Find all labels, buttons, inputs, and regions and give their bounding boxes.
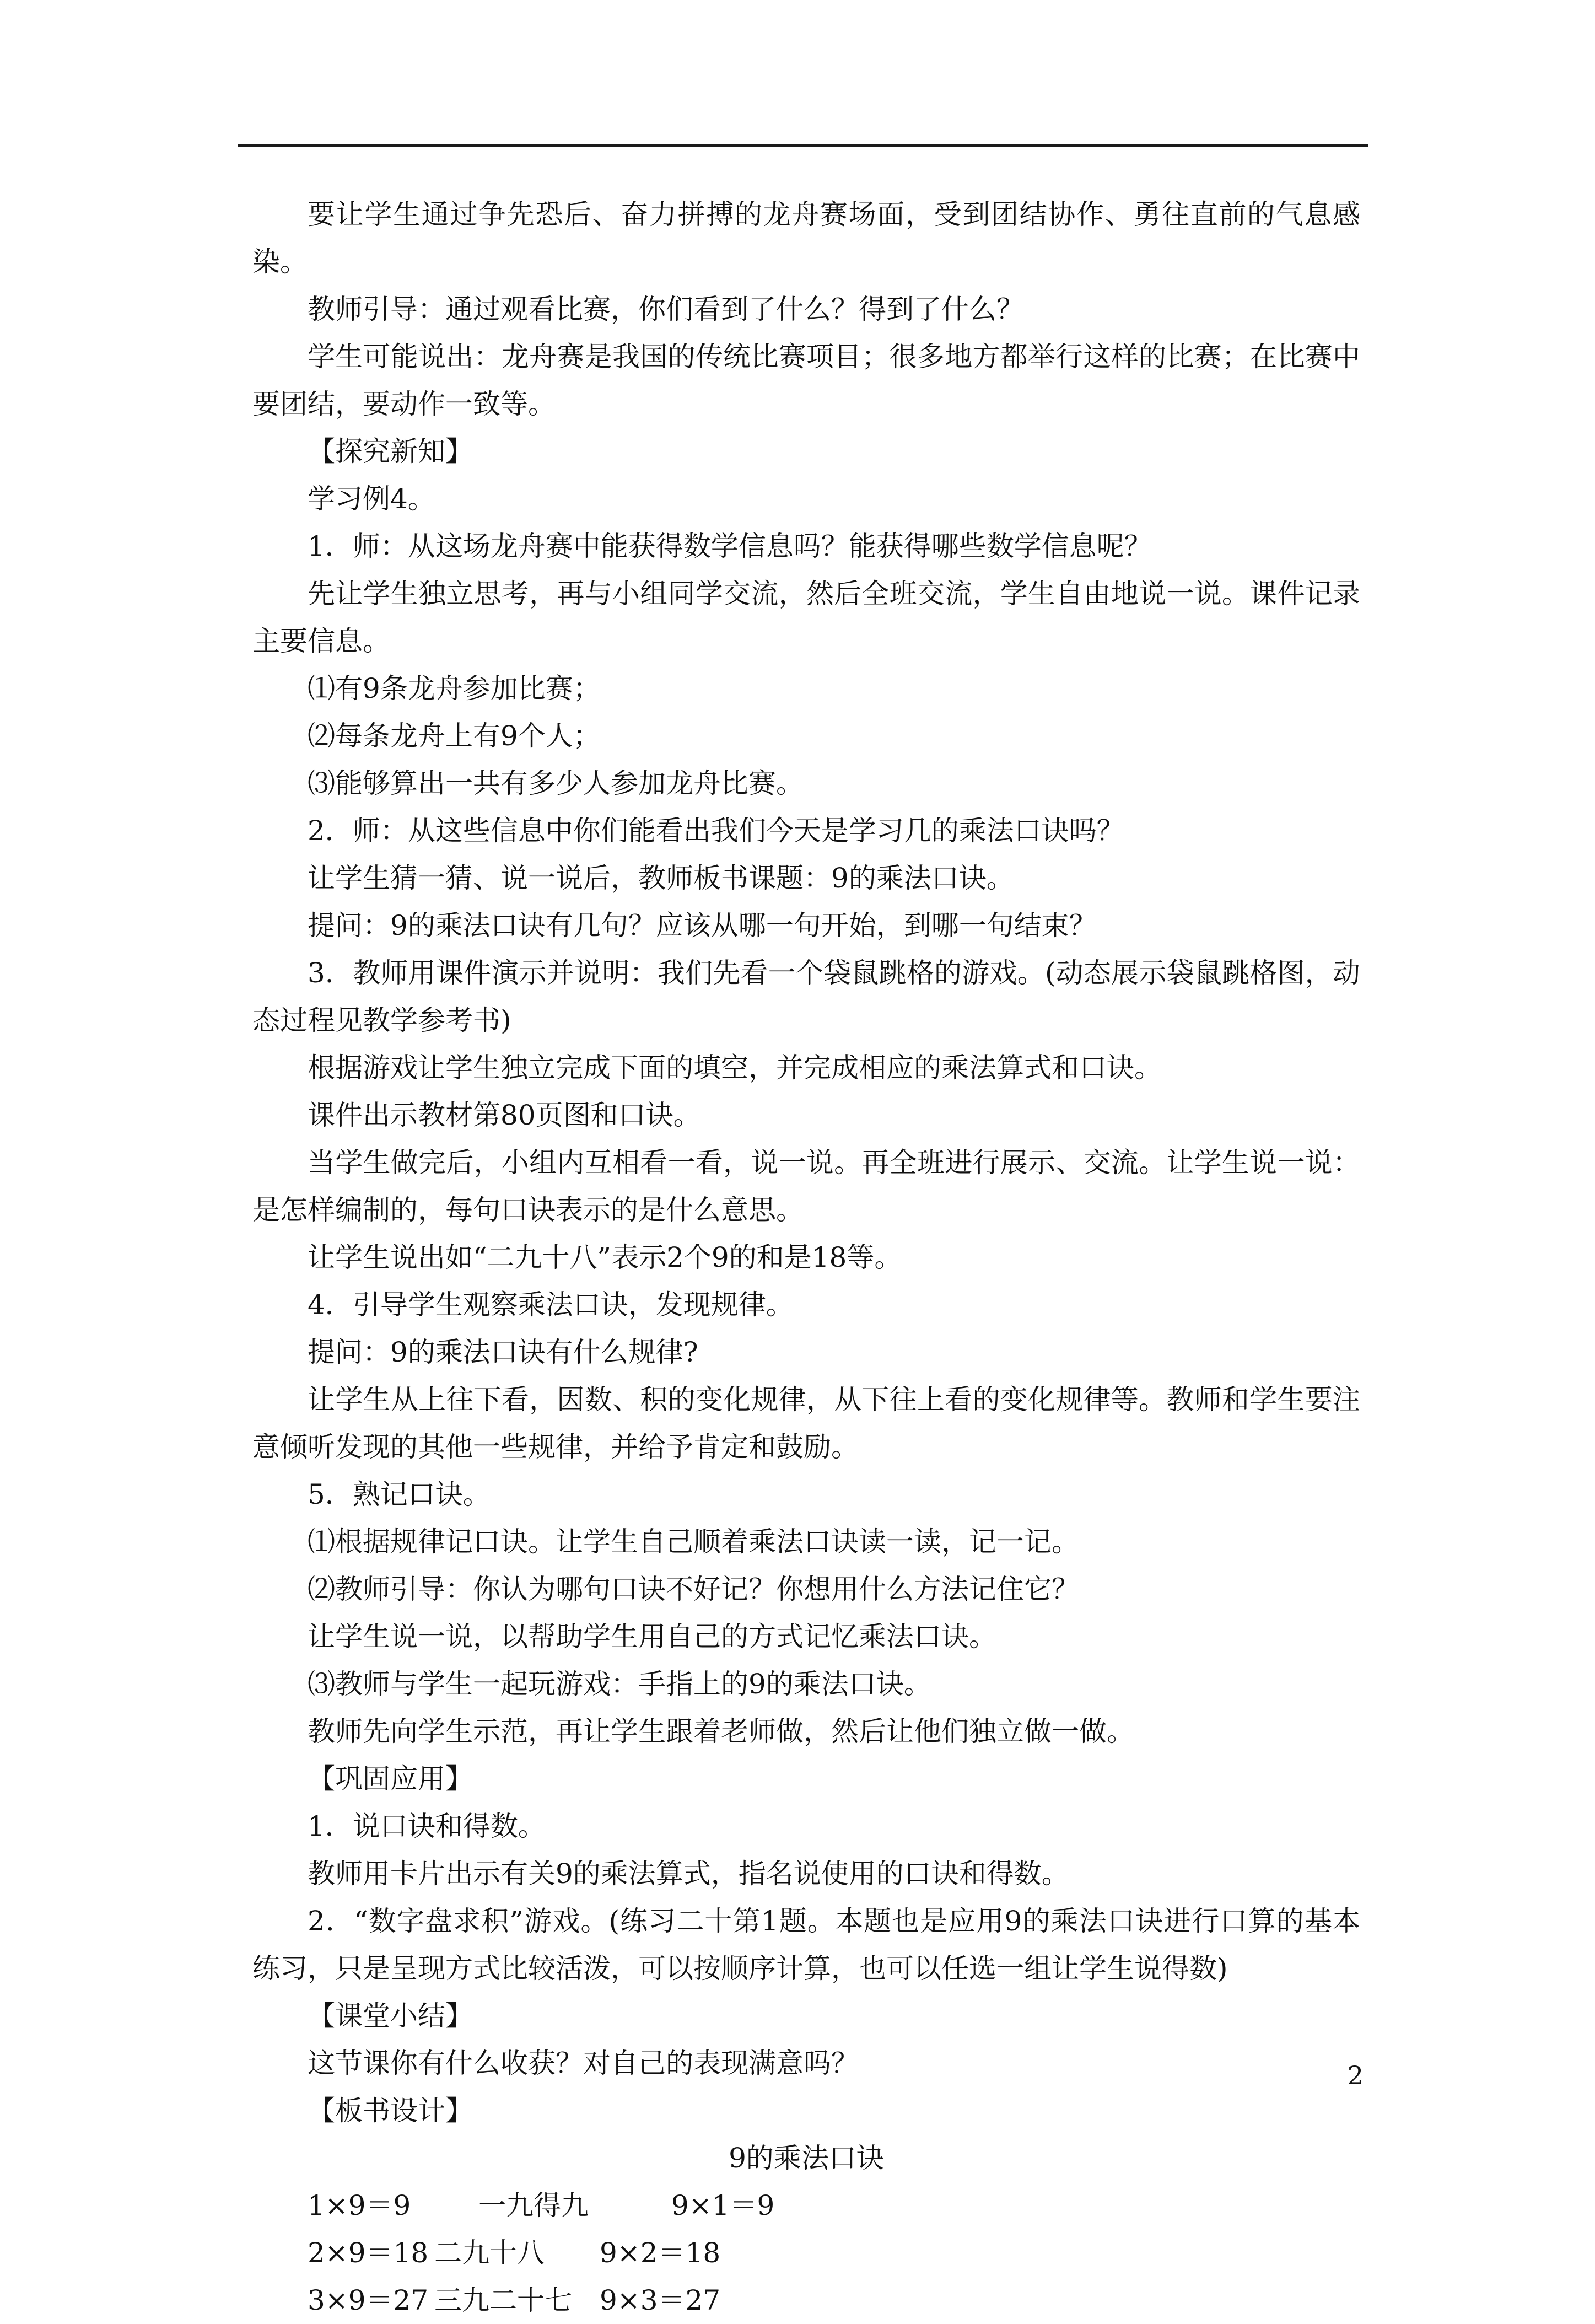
- board-equation: 2×9＝18: [308, 2237, 429, 2269]
- document-body: [252, 191, 1360, 2324]
- board-equation: 9×1＝9: [671, 2189, 775, 2221]
- paragraph: 先让学生独立思考，再与小组同学交流，然后全班交流，学生自由地说一说。课件记录主要信息。: [252, 578, 1360, 657]
- board-verse: 一九得九: [478, 2189, 589, 2221]
- paragraph: 提问：9的乘法口诀有几句？应该从哪一句开始，到哪一句结束？: [308, 910, 1097, 942]
- list-item: ⑶能够算出一共有多少人参加龙舟比赛。: [308, 767, 804, 799]
- board-row: [252, 2182, 1360, 2229]
- board-equation: 9×2＝18: [600, 2237, 721, 2269]
- list-item: ⑵每条龙舟上有9个人；: [308, 720, 601, 752]
- paragraph: 教师引导：通过观看比赛，你们看到了什么？得到了什么？: [308, 293, 1024, 325]
- paragraph: 学生可能说出：龙舟赛是我国的传统比赛项目；很多地方都举行这样的比赛；在比赛中要团结，要动作一致等。: [252, 341, 1360, 420]
- paragraph: 让学生从上往下看，因数、积的变化规律，从下往上看的变化规律等。教师和学生要注意倾听发现的其他一些规律，并给予肯定和鼓励。: [252, 1384, 1360, 1463]
- paragraph: 5．熟记口诀。: [308, 1478, 491, 1510]
- paragraph: 让学生说出如“二九十八”表示2个9的和是18等。: [308, 1241, 902, 1273]
- paragraph: 2．师：从这些信息中你们能看出我们今天是学习几的乘法口诀吗？: [308, 815, 1124, 847]
- section-heading: 【课堂小结】: [308, 2000, 473, 2032]
- paragraph: 学习例4。: [308, 483, 435, 515]
- paragraph: 1．师：从这场龙舟赛中能获得数学信息吗？能获得哪些数学信息呢？: [308, 530, 1152, 562]
- paragraph: 4．引导学生观察乘法口诀，发现规律。: [308, 1289, 794, 1321]
- paragraph: 让学生说一说，以帮助学生用自己的方式记忆乘法口诀。: [308, 1621, 996, 1653]
- board-verse: 三九二十七: [434, 2284, 572, 2316]
- paragraph: 提问：9的乘法口诀有什么规律?: [308, 1336, 698, 1368]
- paragraph: 教师用卡片出示有关9的乘法算式，指名说使用的口诀和得数。: [308, 1858, 1069, 1890]
- section-heading: 【巩固应用】: [308, 1763, 473, 1795]
- list-item: ⑴根据规律记口诀。让学生自己顺着乘法口诀读一读，记一记。: [308, 1526, 1079, 1558]
- paragraph: 3．教师用课件演示并说明：我们先看一个袋鼠跳格的游戏。(动态展示袋鼠跳格图，动态过程见教学参考书): [252, 957, 1360, 1036]
- paragraph: 要让学生通过争先恐后、奋力拼搏的龙舟赛场面，受到团结协作、勇往直前的气息感染。: [252, 198, 1360, 278]
- page-number: 2: [1347, 2061, 1364, 2090]
- paragraph: 当学生做完后，小组内互相看一看，说一说。再全班进行展示、交流。让学生说一说：是怎样编制的，每句口诀表示的是什么意思。: [252, 1147, 1360, 1226]
- board-equation: 3×9＝27: [308, 2284, 429, 2316]
- paragraph: 2．“数字盘求积”游戏。(练习二十第1题。本题也是应用9的乘法口诀进行口算的基本练习，只是呈现方式比较活泼，可以按顺序计算，也可以任选一组让学生说得数): [252, 1905, 1360, 1984]
- paragraph: 让学生猜一猜、说一说后，教师板书课题：9的乘法口诀。: [308, 862, 1014, 894]
- paragraph: 这节课你有什么收获？对自己的表现满意吗？: [308, 2047, 859, 2079]
- header-rule: [238, 144, 1368, 147]
- list-item: ⑴有9条龙舟参加比赛；: [308, 673, 601, 704]
- list-item: ⑶教师与学生一起玩游戏：手指上的9的乘法口诀。: [308, 1668, 931, 1700]
- board-row: [252, 2277, 1360, 2324]
- paragraph: 根据游戏让学生独立完成下面的填空，并完成相应的乘法算式和口诀。: [308, 1052, 1162, 1084]
- paragraph: 课件出示教材第80页图和口诀。: [308, 1099, 701, 1131]
- section-heading: 【板书设计】: [308, 2095, 473, 2127]
- board-row: [252, 2229, 1360, 2277]
- paragraph: 教师先向学生示范，再让学生跟着老师做，然后让他们独立做一做。: [308, 1715, 1134, 1747]
- board-verse: 二九十八: [434, 2237, 545, 2269]
- paragraph: 1．说口诀和得数。: [308, 1810, 546, 1842]
- list-item: ⑵教师引导：你认为哪句口诀不好记？你想用什么方法记住它？: [308, 1573, 1079, 1605]
- board-equation: 9×3＝27: [600, 2284, 721, 2316]
- section-heading: 【探究新知】: [308, 435, 473, 467]
- board-title: 9的乘法口诀: [729, 2142, 884, 2174]
- board-equation: 1×9＝9: [308, 2189, 411, 2221]
